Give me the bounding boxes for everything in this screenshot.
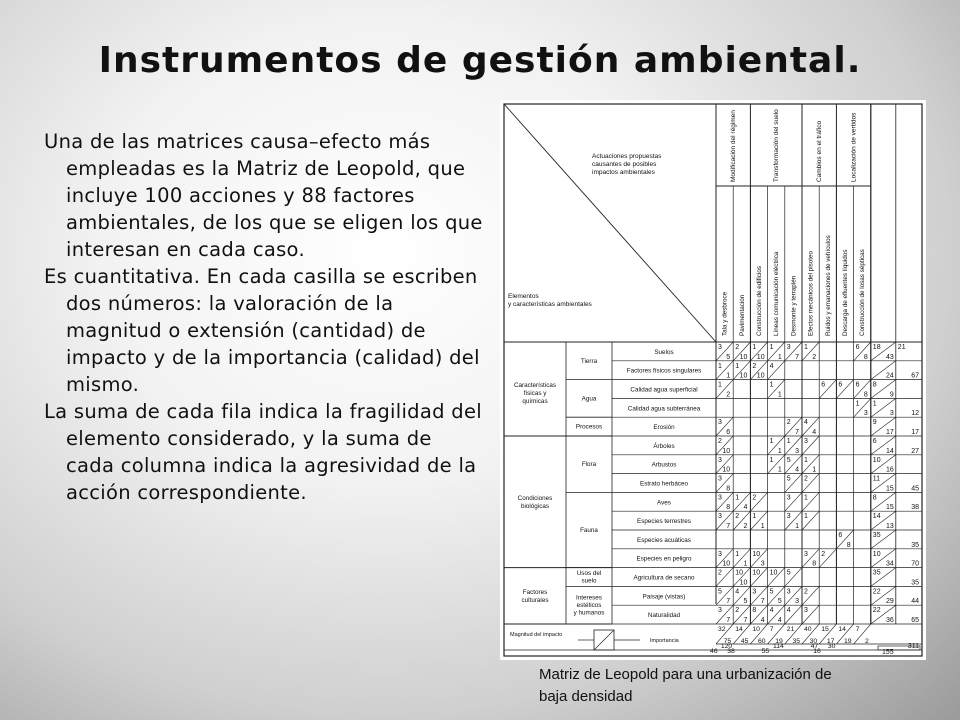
row-label: Estrato herbáceo [640,480,688,488]
cell-importance: 3 [795,598,799,606]
cell-magnitude: 3 [786,513,791,521]
paragraph-leopold-intro: Una de las matrices causa–efecto más empleadas es la Matriz de Leopold, que incluye 100 acciones y 88 factores ambientales, de los que se eligen los que interesan en cada caso. [44,130,483,261]
category-label: Condiciones [517,494,553,502]
cell-importance: 8 [812,560,817,568]
column-total-importance: 19 [775,638,783,645]
category-label: físicas y [523,390,547,397]
column-total-magnitude: 7 [855,626,860,633]
cell-magnitude: 1 [769,438,774,445]
cell-importance: 7 [795,429,799,436]
cell-magnitude: 2 [821,550,826,558]
cell-magnitude: 4 [769,607,774,615]
cell-importance: 3 [760,560,765,568]
row-grand-value: 17 [911,429,919,436]
column-total-importance: 45 [740,638,749,645]
cell-importance: 7 [795,353,799,361]
column-grand-value: 47 [810,643,819,650]
row-grand-magnitude: 21 [897,344,906,351]
cell-magnitude: 2 [804,588,808,596]
row-grand-value: 35 [911,541,919,549]
cell-magnitude: 1 [718,381,722,389]
row-total-magnitude: 10 [872,550,881,558]
row-label: Árboles [653,442,675,450]
column-label: Construcción de edificios [756,265,763,336]
column-total-importance: 30 [809,638,818,645]
cell-magnitude: 2 [752,362,757,370]
leopold-matrix-figure [500,100,926,660]
column-grand-magnitude: 55 [761,648,770,655]
cell-magnitude: 6 [838,532,843,539]
column-total-magnitude: 15 [821,626,829,633]
column-total-importance: 19 [844,638,852,645]
cell-magnitude: 3 [718,550,722,558]
cell-importance: 8 [726,504,731,512]
cell-magnitude: 1 [786,438,791,445]
row-total-magnitude: 22 [872,607,881,615]
header-actions-line: Actuaciones propuestas [592,153,662,160]
column-label: Construcción de losas sépticas [859,249,867,336]
paragraph-quantitative: Es cuantitativa. En cada casilla se escriben dos números: la valoración de la magnitud o extensión (cantidad) de impacto y de la importancia (calidad) del mismo. [44,265,480,396]
grand-total-importance: 311 [907,643,919,650]
column-total-importance: 17 [826,638,835,645]
cell-magnitude: 1 [752,513,757,521]
cell-magnitude: 6 [855,381,860,389]
cell-magnitude: 2 [735,607,740,615]
row-label: Especies en peligro [636,555,692,563]
row-total-importance: 34 [886,560,894,568]
cell-magnitude: 1 [735,550,740,558]
cell-importance: 3 [795,447,799,455]
row-total-importance: 13 [886,523,894,530]
cell-magnitude: 1 [804,494,808,502]
column-total-magnitude: 14 [735,626,743,633]
cell-magnitude: 5 [786,456,791,464]
category-label: culturales [521,596,549,604]
row-label: Calidad agua superficial [630,386,698,394]
column-label: Ruidos y emanaciones de vehículos [824,235,832,336]
cell-magnitude: 4 [735,588,740,596]
row-label: Arbustos [651,461,677,469]
subgroup-label: Fauna [580,527,598,534]
cell-importance: 7 [760,598,765,606]
row-total-importance: 17 [886,429,894,436]
cell-magnitude: 5 [769,588,774,596]
row-total-importance: 43 [886,353,894,361]
row-total-magnitude: 22 [872,588,881,596]
cell-magnitude: 2 [735,344,740,351]
row-grand-value: 45 [911,485,919,493]
cell-magnitude: 3 [718,456,722,464]
column-grand-importance: 114 [772,643,784,650]
cell-importance: 6 [726,429,731,436]
subgroup-label: Usos del [576,570,602,578]
row-grand-value: 12 [911,410,919,418]
row-grand-value: 44 [911,598,919,606]
cell-magnitude: 10 [735,569,743,577]
cell-importance: 2 [812,353,817,361]
column-total-importance: 60 [758,638,766,645]
cell-importance: 7 [726,598,731,606]
cell-magnitude: 2 [735,513,740,521]
header-elements-line: Elementos [508,293,539,300]
column-total-magnitude: 7 [769,626,774,633]
cell-magnitude: 6 [855,344,860,351]
row-grand-value: 70 [911,560,919,568]
row-label: Aves [657,499,671,507]
subgroup-label: Procesos [575,423,603,431]
cell-magnitude: 10 [769,569,778,577]
cell-magnitude: 4 [769,362,774,370]
cell-magnitude: 3 [718,513,722,521]
row-total-magnitude: 35 [872,569,881,577]
cell-magnitude: 3 [752,588,757,596]
column-label: Pavimentación [738,294,746,336]
cell-magnitude: 2 [752,494,757,502]
subgroup-label: suelo [581,577,597,585]
cell-importance: 7 [726,523,731,530]
cell-importance: 1 [777,353,782,361]
cell-importance: 1 [777,391,782,399]
column-label: Desmonte y terraplén [790,275,798,336]
column-label: Descarga de efluentes líquidos [842,249,849,336]
cell-magnitude: 1 [735,494,740,502]
row-total-importance: 24 [886,372,894,380]
row-total-magnitude: 8 [872,381,877,389]
cell-magnitude: 1 [769,344,774,351]
cell-importance: 1 [777,447,782,455]
cell-magnitude: 1 [769,456,774,464]
column-total-magnitude: 21 [786,626,795,633]
cell-importance: 5 [726,353,731,361]
legend-magnitude-label: Magnitud del impacto [510,632,563,638]
row-total-importance: 15 [886,485,894,493]
row-grand-value: 27 [911,447,919,455]
subgroup-label: Flora [581,461,597,469]
column-label: Efectos mecánicos del pisoteo [807,250,815,336]
cell-importance: 5 [777,598,782,606]
cell-magnitude: 10 [752,550,761,558]
row-label: Especies terrestres [637,518,691,526]
row-label: Naturalidad [647,612,681,620]
row-grand-value: 35 [911,579,919,587]
cell-magnitude: 6 [821,381,826,389]
cell-magnitude: 4 [786,607,791,615]
group-label: Localización de vertidos [850,112,858,182]
row-total-magnitude: 6 [872,438,877,445]
cell-magnitude: 3 [804,550,808,558]
column-total-magnitude: 32 [718,626,726,633]
row-total-magnitude: 1 [872,400,877,408]
cell-magnitude: 2 [718,438,722,445]
cell-magnitude: 1 [718,362,722,370]
row-total-importance: 15 [886,504,894,512]
category-label: químicas [522,398,548,405]
row-grand-value: 38 [911,504,919,512]
subgroup-label: estéticos [576,602,602,610]
row-total-importance: 9 [889,391,894,399]
cell-magnitude: 1 [752,344,757,351]
cell-magnitude: 10 [752,569,761,577]
row-total-magnitude: 14 [872,513,881,521]
row-total-importance: 29 [886,598,894,606]
cell-importance: 1 [795,523,799,530]
row-label: Suelos [654,348,674,356]
column-total-magnitude: 14 [838,626,846,633]
cell-importance: 10 [756,353,765,361]
cell-magnitude: 1 [769,381,774,389]
cell-importance: 1 [726,372,731,380]
group-label: Cambios en el tráfico [816,120,824,182]
cell-magnitude: 6 [838,381,843,389]
cell-magnitude: 2 [718,569,722,577]
category-label: biológicas [520,502,550,510]
paragraph-sums: La suma de cada fila indica la fragilidad del elemento considerado, y la suma de cada columna indica la agresividad de la acción correspondiente. [44,400,482,504]
cell-importance: 4 [743,504,748,512]
cell-magnitude: 3 [786,494,791,502]
column-label: Líneas comunicación eléctrica [773,251,781,336]
cell-magnitude: 1 [735,362,740,370]
legend-importance-label: Importancia [650,638,679,644]
cell-importance: 2 [743,523,748,530]
cell-magnitude: 5 [718,588,722,596]
cell-importance: 1 [743,560,748,568]
header-actions-line: impactos ambientales [592,169,655,176]
column-grand-magnitude: 38 [727,648,735,655]
row-total-magnitude: 35 [872,532,881,539]
cell-magnitude: 3 [804,438,808,445]
row-total-magnitude: 10 [872,456,881,464]
cell-magnitude: 1 [855,400,860,408]
cell-magnitude: 5 [786,475,791,483]
cell-magnitude: 3 [718,607,722,615]
cell-importance: 8 [863,391,868,399]
cell-magnitude: 3 [718,419,722,427]
cell-importance: 5 [743,598,748,606]
cell-importance: 4 [760,617,765,624]
cell-importance: 7 [743,617,748,624]
cell-importance: 8 [863,353,868,361]
cell-importance: 10 [756,372,765,380]
row-total-magnitude: 18 [872,344,881,351]
leopold-matrix [500,100,926,660]
cell-importance: 10 [722,560,731,568]
cell-magnitude: 3 [804,607,808,615]
row-label: Factores físicos singulares [626,367,702,375]
cell-importance: 4 [777,617,782,624]
cell-magnitude: 3 [718,494,722,502]
cell-magnitude: 5 [786,569,791,577]
grand-total-magnitude: 155 [882,649,894,656]
row-total-magnitude: 11 [872,475,881,483]
cell-importance: 10 [739,372,748,380]
row-label: Paisaje (vistas) [642,593,686,601]
row-grand-value: 65 [911,617,919,624]
column-total-importance: 2 [865,638,869,645]
cell-importance: 1 [760,523,765,530]
cell-importance: 8 [726,485,731,493]
cell-magnitude: 8 [752,607,757,615]
figure-caption: Matriz de Leopold para una urbanización de baja densidad [539,666,832,705]
row-label: Erosión [653,424,675,432]
cell-importance: 3 [863,410,868,418]
row-total-importance: 36 [886,617,894,624]
group-label: Transformación del suelo [773,109,781,182]
cell-importance: 1 [812,466,817,474]
subgroup-label: Intereses [576,594,602,602]
cell-magnitude: 2 [804,475,808,483]
cell-magnitude: 1 [804,344,808,351]
cell-importance: 4 [812,429,817,436]
column-total-magnitude: 40 [804,626,812,633]
cell-importance: 7 [726,617,731,624]
row-total-importance: 3 [889,410,894,418]
cell-importance: 10 [722,466,731,474]
body-text [44,128,484,506]
cell-importance: 8 [846,541,851,549]
row-label: Calidad agua subterránea [627,405,701,413]
row-total-magnitude: 9 [872,419,877,427]
cell-magnitude: 1 [804,513,808,521]
cell-magnitude: 3 [718,344,722,351]
header-elements-line: y características ambientales [508,301,592,308]
column-grand-importance: 30 [827,643,836,650]
cell-importance: 1 [777,466,782,474]
cell-importance: 10 [739,353,748,361]
category-label: Factores [522,588,548,596]
column-label: Tala y desbroce [721,291,729,336]
subgroup-label: Tierra [580,357,598,365]
row-label: Especies acuáticas [637,536,691,544]
row-total-magnitude: 8 [872,494,877,502]
cell-magnitude: 1 [804,456,808,464]
row-total-importance: 14 [886,447,894,455]
category-label: Características [514,382,556,389]
cell-importance: 4 [795,466,799,474]
row-label: Agricultura de secano [633,574,695,582]
column-total-magnitude: 10 [752,626,760,633]
column-grand-magnitude: 46 [710,648,718,655]
cell-magnitude: 3 [786,344,791,351]
header-actions-line: causantes de posibles [592,161,657,168]
row-grand-value: 67 [911,372,919,380]
cell-importance: 2 [726,391,731,399]
cell-magnitude: 3 [786,588,791,596]
cell-magnitude: 2 [786,419,791,427]
row-total-importance: 16 [886,466,894,474]
slide-title: Instrumentos de gestión ambiental. [98,40,862,81]
cell-magnitude: 3 [718,475,722,483]
subgroup-label: y humanos [573,609,605,617]
column-grand-importance: 120 [720,643,733,650]
cell-importance: 10 [739,579,748,587]
column-grand-magnitude: 16 [813,648,821,655]
cell-magnitude: 4 [804,419,808,427]
subgroup-label: Agua [581,395,597,403]
column-total-importance: 35 [792,638,800,645]
group-label: Modificación del régimen [730,110,738,182]
cell-importance: 10 [722,447,731,455]
column-total-importance: 75 [723,638,732,645]
